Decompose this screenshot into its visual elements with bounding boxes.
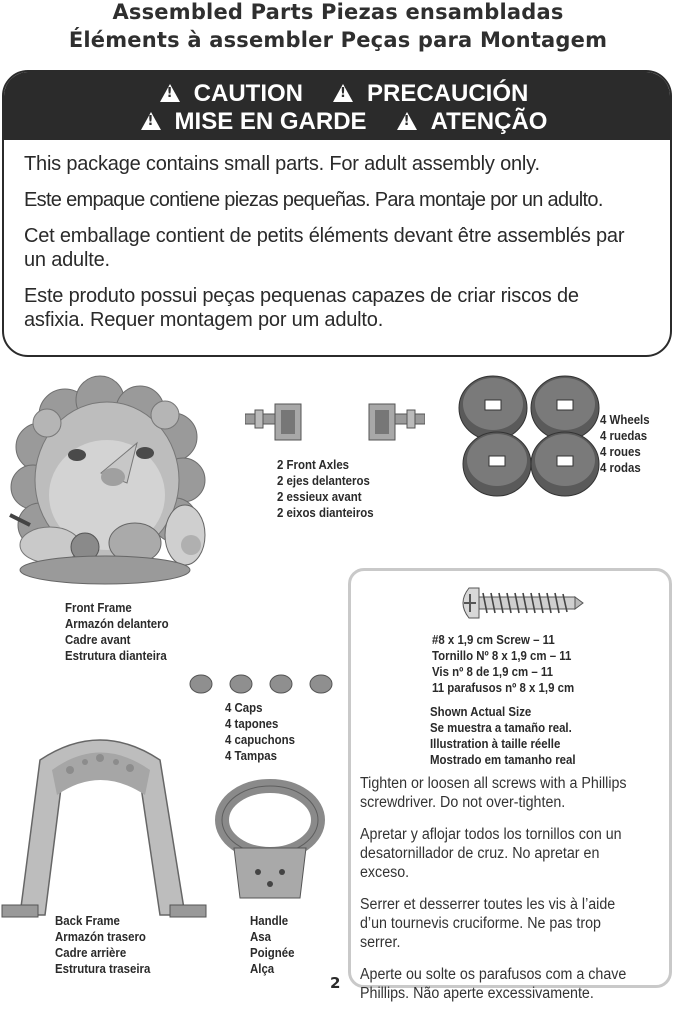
label-line: 4 tapones bbox=[225, 716, 279, 731]
label-line: 4 rodas bbox=[600, 460, 641, 475]
warning-triangle-icon bbox=[141, 112, 161, 130]
label-line: Asa bbox=[250, 929, 271, 944]
wheels-illustration bbox=[455, 370, 600, 500]
label-line: Armazón trasero bbox=[55, 929, 146, 944]
handle-illustration bbox=[212, 778, 330, 908]
label-line: Illustration à taille réelle bbox=[430, 736, 561, 751]
label-line: 2 essieux avant bbox=[277, 489, 362, 504]
label-line: 4 ruedas bbox=[600, 428, 648, 443]
front-axles-illustration bbox=[245, 400, 425, 448]
label-line: Back Frame bbox=[55, 913, 120, 928]
warning-triangle-icon bbox=[333, 84, 353, 102]
caution-text-fr: Cet emballage contient de petits éléments devant être assemblés par un adulte. bbox=[24, 225, 625, 271]
page-title-line-2: Éléments à assembler Peças para Montagem bbox=[68, 28, 608, 52]
actual-size-label bbox=[430, 704, 576, 768]
label-line: #8 x 1,9 cm Screw – 11 bbox=[432, 632, 555, 647]
caution-label-fr: MISE EN GARDE bbox=[174, 108, 367, 135]
caution-label-pt: ATENÇÃO bbox=[430, 108, 548, 135]
label-line: 4 capuchons bbox=[225, 732, 295, 747]
page-title-line-1: Assembled Parts Piezas ensambladas bbox=[112, 0, 564, 24]
caution-label-es: PRECAUCIÓN bbox=[366, 80, 529, 107]
label-line: Poignée bbox=[250, 945, 295, 960]
label-line: 11 parafusos nº 8 x 1,9 cm bbox=[432, 680, 575, 695]
warning-triangle-icon bbox=[160, 84, 180, 102]
label-line: Tornillo Nº 8 x 1,9 cm – 11 bbox=[432, 648, 572, 663]
label-line: Shown Actual Size bbox=[430, 704, 532, 719]
page-number: 2 bbox=[330, 974, 341, 992]
label-line: 4 roues bbox=[600, 444, 641, 459]
front-frame-label bbox=[65, 600, 169, 664]
wheels-label bbox=[600, 412, 650, 476]
label-line: 4 Tampas bbox=[225, 748, 277, 763]
label-line: Estrutura traseira bbox=[55, 961, 151, 976]
front-frame-illustration bbox=[5, 375, 210, 590]
label-line: Vis nº 8 de 1,9 cm – 11 bbox=[432, 664, 553, 679]
front-axles-label bbox=[277, 457, 374, 521]
warning-triangle-icon bbox=[397, 112, 417, 130]
caution-text-en: This package contains small parts. For adult assembly only. bbox=[24, 153, 540, 175]
label-line: Armazón delantero bbox=[65, 616, 169, 631]
label-line: Alça bbox=[250, 961, 275, 976]
caution-box bbox=[2, 70, 672, 357]
label-line: Se muestra a tamaño real. bbox=[430, 720, 572, 735]
label-line: 4 Wheels bbox=[600, 412, 650, 427]
caution-header bbox=[4, 72, 670, 140]
label-line: 2 Front Axles bbox=[277, 457, 350, 472]
back-frame-label bbox=[55, 913, 150, 977]
label-line: Front Frame bbox=[65, 600, 132, 615]
caution-text-pt: Este produto possui peças pequenas capazes de criar riscos de asfixia. Requer montagem por um adulto. bbox=[24, 285, 579, 331]
label-line: Estrutura dianteira bbox=[65, 648, 167, 663]
instruction-fr: Serrer et desserrer toutes les vis à l’aide d’un tournevis cruciforme. Ne pas trop serrer. bbox=[360, 896, 616, 951]
label-line: Handle bbox=[250, 913, 289, 928]
caps-label bbox=[225, 700, 295, 764]
label-line: Cadre avant bbox=[65, 632, 131, 647]
instruction-es: Apretar y aflojar todos los tornillos con un desatornillador de cruz. No apretar en exceso. bbox=[360, 826, 622, 881]
back-frame-illustration bbox=[0, 720, 210, 925]
caution-text bbox=[24, 152, 654, 344]
label-line: Mostrado em tamanho real bbox=[430, 752, 576, 767]
instruction-en: Tighten or loosen all screws with a Phillips screwdriver. Do not over-tighten. bbox=[360, 775, 627, 811]
handle-label bbox=[250, 913, 295, 977]
caution-label-en: CAUTION bbox=[193, 80, 303, 107]
caps-illustration bbox=[185, 672, 340, 696]
screw-instructions bbox=[360, 774, 645, 1016]
screw-icon bbox=[455, 586, 585, 620]
instruction-pt: Aperte ou solte os parafusos com a chave Phillips. Não aperte excessivamente. bbox=[360, 966, 627, 1002]
label-line: 2 ejes delanteros bbox=[277, 473, 370, 488]
label-line: 4 Caps bbox=[225, 700, 263, 715]
caution-text-es: Este empaque contiene piezas pequeñas. Para montaje por un adulto. bbox=[24, 189, 603, 211]
label-line: 2 eixos dianteiros bbox=[277, 505, 374, 520]
label-line: Cadre arrière bbox=[55, 945, 127, 960]
screw-count-label bbox=[432, 632, 574, 696]
